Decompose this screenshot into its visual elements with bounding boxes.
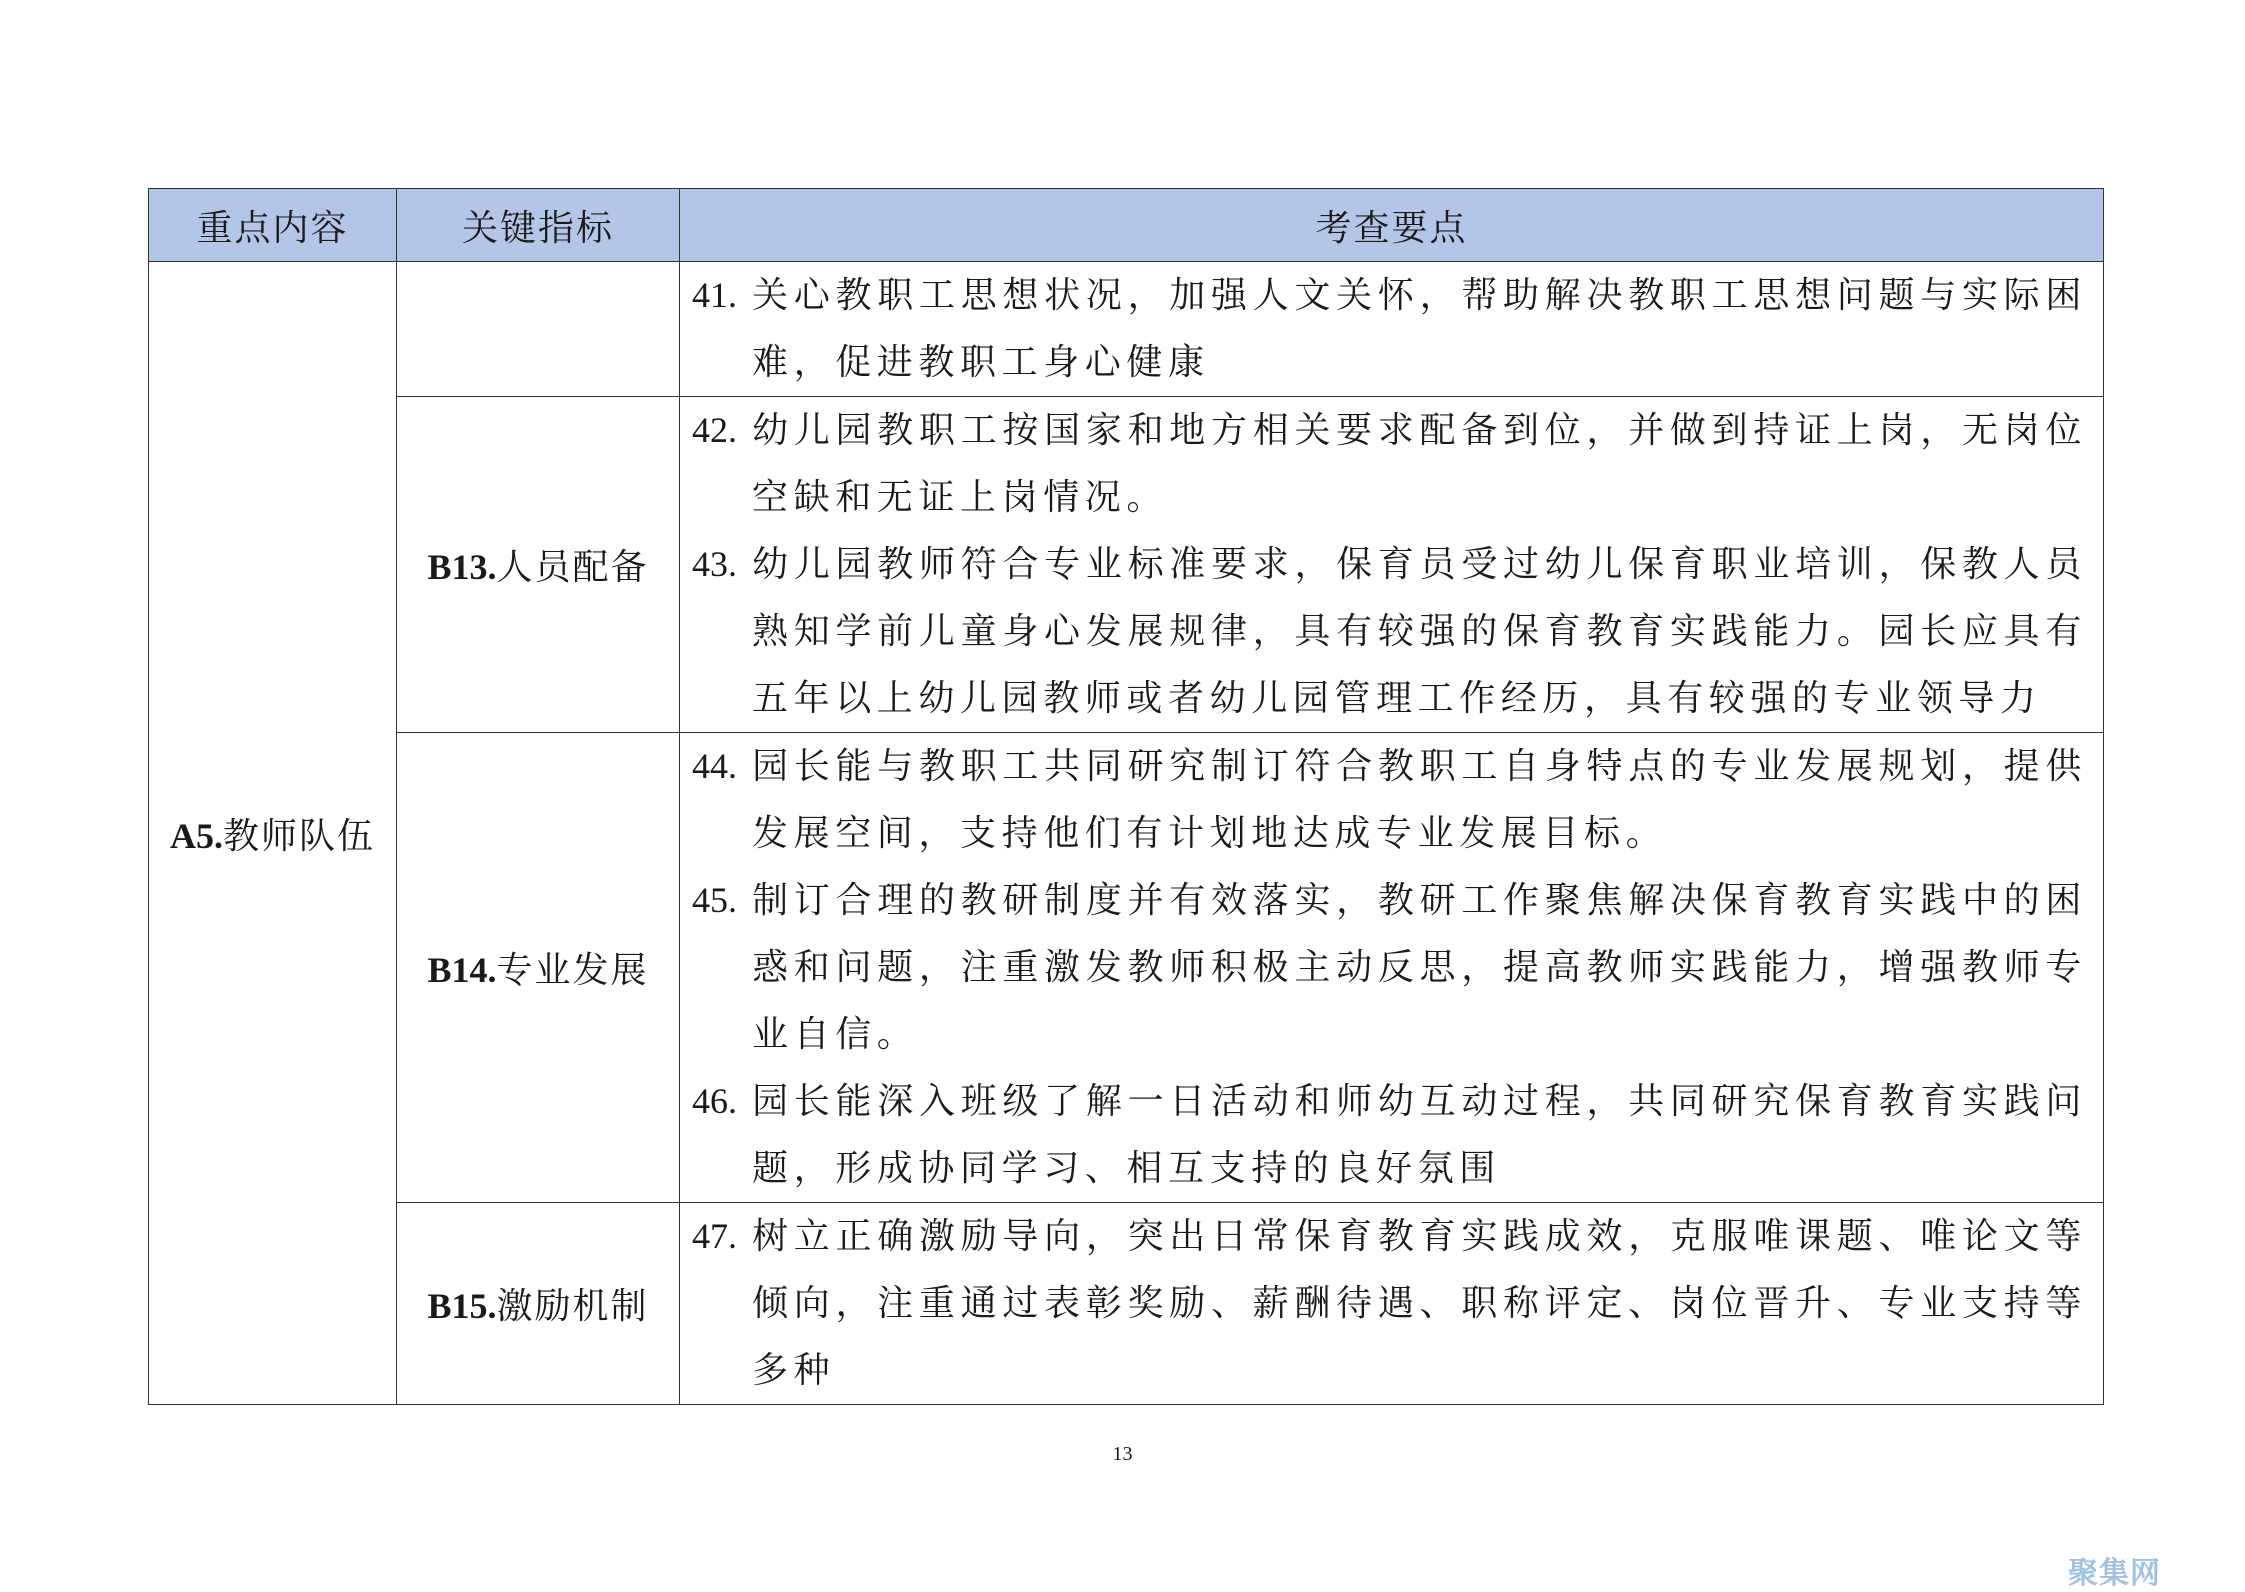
section-cell [149,262,397,1405]
point-number: 47. [692,1216,737,1256]
header-check-points: 考查要点 [680,189,2104,262]
check-point [692,1203,2087,1404]
point-text: 树立正确激励导向，突出日常保育教育实践成效，克服唯课题、唯论文等倾向，注重通过表彰奖励、薪酬待遇、职称评定、岗位晋升、专业支持等多种 [752,1216,2087,1391]
indicator-cell-b14 [397,733,680,1203]
table-header-row [149,189,2104,262]
point-number: 41. [692,275,737,315]
header-key-content: 重点内容 [149,189,397,262]
points-cell [680,262,2104,397]
points-cell [680,397,2104,733]
indicator-cell-empty [397,262,680,397]
table-row [149,397,2104,733]
point-text: 园长能与教职工共同研究制订符合教职工自身特点的专业发展规划，提供发展空间，支持他们有计划地达成专业发展目标。 [752,746,2087,854]
table-row [149,733,2104,1203]
point-text: 制订合理的教研制度并有效落实，教研工作聚焦解决保育教育实践中的困惑和问题，注重激发教师积极主动反思，提高教师实践能力，增强教师专业自信。 [752,880,2087,1055]
point-number: 43. [692,544,737,584]
watermark-logo: 聚集网 [2068,1556,2161,1591]
point-text: 园长能深入班级了解一日活动和师幼互动过程，共同研究保育教育实践问题，形成协同学习、相互支持的良好氛围 [752,1081,2087,1189]
points-cell [680,1203,2104,1405]
page-number: 13 [1112,1443,1133,1465]
check-point [692,867,2087,1068]
header-key-indicator: 关键指标 [397,189,680,262]
check-point [692,397,2087,531]
indicator-code: B13. [427,547,497,587]
table-row [149,262,2104,397]
section-label: 教师队伍 [222,815,375,857]
indicator-label: 激励机制 [496,1286,649,1327]
point-text: 关心教职工思想状况，加强人文关怀，帮助解决教职工思想问题与实际困难，促进教职工身心健康 [752,275,2087,383]
check-point [692,733,2087,867]
check-point [692,1068,2087,1202]
point-number: 44. [692,746,737,786]
indicator-label: 人员配备 [496,547,649,588]
indicator-label: 专业发展 [496,950,649,991]
indicator-cell-b13 [397,397,680,733]
indicator-cell-b15 [397,1203,680,1405]
point-number: 46. [692,1081,737,1121]
check-point [692,262,2087,396]
section-code: A5. [169,815,223,856]
indicator-code: B15. [427,1286,497,1326]
point-text: 幼儿园教职工按国家和地方相关要求配备到位，并做到持证上岗，无岗位空缺和无证上岗情况。 [752,410,2087,518]
assessment-table [148,188,2104,1405]
points-cell [680,733,2104,1203]
indicator-code: B14. [427,950,497,990]
table-row [149,1203,2104,1405]
point-number: 42. [692,410,737,450]
check-point [692,531,2087,732]
point-number: 45. [692,880,737,920]
point-text: 幼儿园教师符合专业标准要求，保育员受过幼儿保育职业培训，保教人员熟知学前儿童身心发展规律，具有较强的保育教育实践能力。园长应具有五年以上幼儿园教师或者幼儿园管理工作经历，具有较强的专业领导力 [752,544,2087,719]
